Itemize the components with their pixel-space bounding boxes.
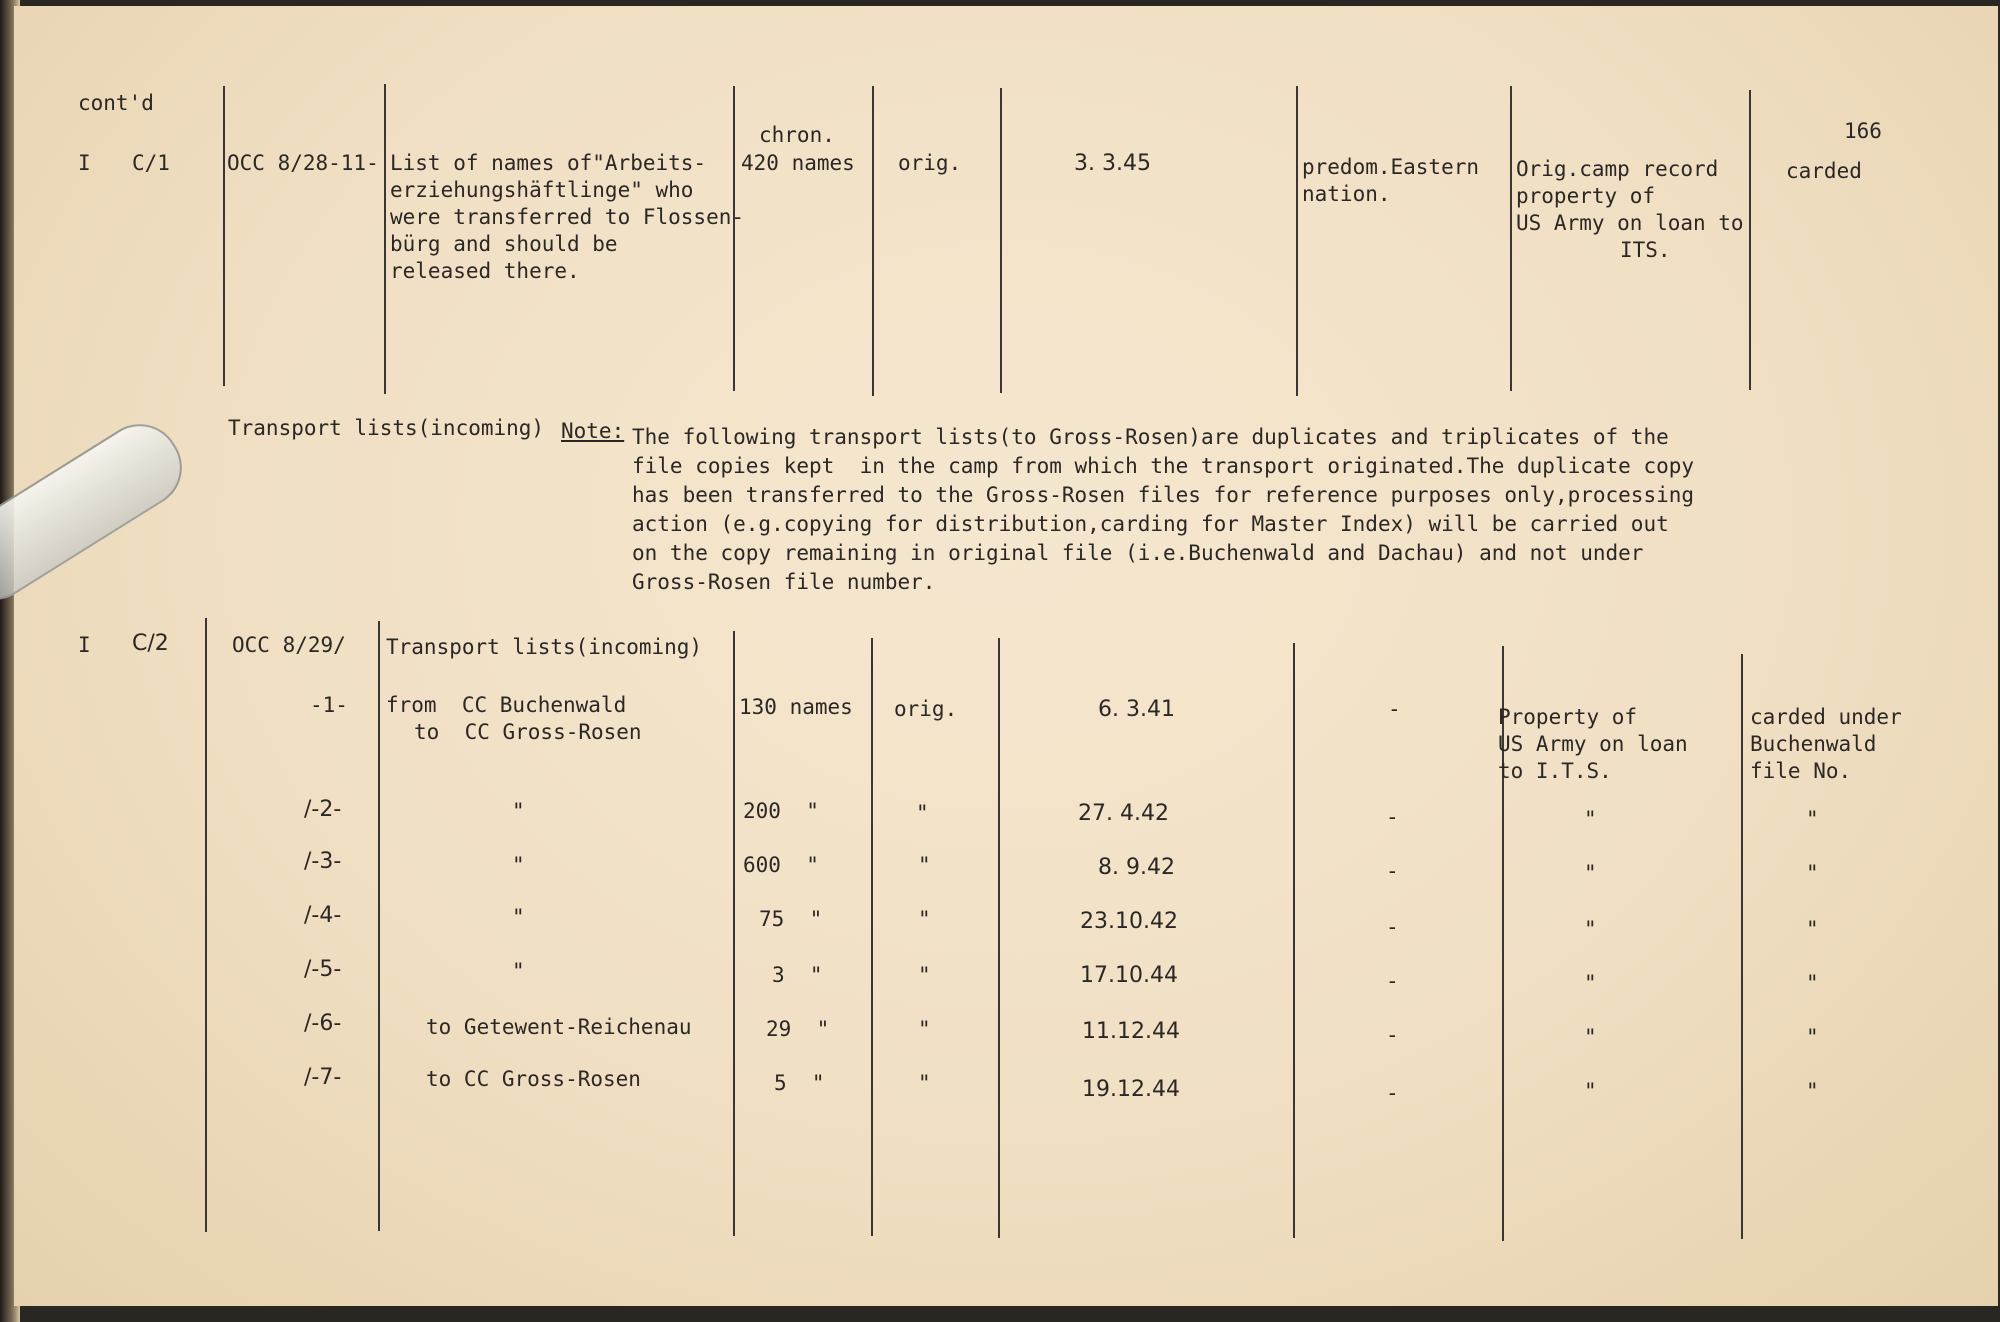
row-remarks-line: to I.T.S. <box>1498 759 1612 783</box>
entry1-desc-line: released there. <box>390 259 580 283</box>
row-count: 5 " <box>774 1071 825 1095</box>
entry2-ref: OCC 8/29/ <box>232 633 346 657</box>
entry1-status: carded <box>1786 159 1862 183</box>
note-line: Gross-Rosen file number. <box>632 570 936 594</box>
row-type: " <box>918 1071 931 1095</box>
row-type: " <box>916 801 929 825</box>
row-status-line: file No. <box>1750 759 1852 783</box>
row-nationality: - <box>1386 805 1399 829</box>
column-line <box>205 618 207 1232</box>
note-line: on the copy remaining in original file (i.e.Buchenwald and Dachau) and not under <box>632 541 1644 565</box>
entry1-section: C/1 <box>132 151 170 175</box>
note-label: Note: <box>561 419 625 443</box>
entry1-remarks-line: US Army on loan to <box>1516 211 1744 235</box>
row-type: orig. <box>894 697 958 721</box>
row-date: 8. 9.42 <box>1098 855 1175 880</box>
entry1-arrangement: chron. <box>759 123 835 147</box>
row-status-line: Buchenwald <box>1750 732 1877 756</box>
entry1-nationality-line: predom.Eastern <box>1302 155 1480 179</box>
column-line <box>1510 86 1512 391</box>
row-count: 200 " <box>743 799 819 823</box>
column-line <box>998 638 1000 1238</box>
column-line <box>733 631 735 1236</box>
row-nationality: - <box>1386 915 1399 939</box>
row-type: " <box>918 963 931 987</box>
row-type: " <box>918 1017 931 1041</box>
note-line: has been transferred to the Gross-Rosen files for reference purposes only,processing <box>632 483 1695 507</box>
row-from: " <box>512 905 525 929</box>
column-line <box>1293 643 1295 1238</box>
row-from: to CC Gross-Rosen <box>426 1067 641 1091</box>
row-count: 130 names <box>739 695 853 719</box>
row-nationality: - <box>1388 697 1401 721</box>
row-nationality: - <box>1386 1023 1399 1047</box>
entry2-title: Transport lists(incoming) <box>386 635 703 659</box>
entry1-desc-line: List of names of"Arbeits- <box>390 151 707 175</box>
column-line <box>872 86 874 396</box>
row-from: " <box>512 959 525 983</box>
row-from: to Getewent-Reichenau <box>426 1015 692 1039</box>
column-line <box>871 638 873 1236</box>
column-line <box>1749 90 1751 390</box>
row-status: " <box>1806 1025 1819 1049</box>
row-date: 23.10.42 <box>1080 909 1178 934</box>
row-type: " <box>918 853 931 877</box>
entry1-vol: I <box>78 151 91 175</box>
row-remarks-line: US Army on loan <box>1498 732 1688 756</box>
row-from: from CC Buchenwald <box>386 693 627 717</box>
entry2-section: C/2 <box>132 631 169 656</box>
entry1-desc-line: were transferred to Flossen- <box>390 205 745 229</box>
row-from: " <box>512 853 525 877</box>
row-count: 75 " <box>759 907 823 931</box>
page-number: 166 <box>1844 119 1882 143</box>
row-date: 11.12.44 <box>1082 1019 1180 1044</box>
entry1-remarks-line: property of <box>1516 184 1656 208</box>
note-heading: Transport lists(incoming) <box>228 416 545 440</box>
row-status: " <box>1806 807 1819 831</box>
row-remarks: " <box>1584 917 1597 941</box>
note-line: action (e.g.copying for distribution,carding for Master Index) will be carried out <box>632 512 1669 536</box>
note-line: The following transport lists(to Gross-Rosen)are duplicates and triplicates of the <box>632 425 1669 449</box>
row-status: " <box>1806 917 1819 941</box>
row-number: /-7- <box>304 1065 342 1090</box>
row-remarks: " <box>1584 971 1597 995</box>
row-nationality: - <box>1386 969 1399 993</box>
row-nationality: - <box>1386 859 1399 883</box>
row-remarks: " <box>1584 1079 1597 1103</box>
entry1-type: orig. <box>898 151 962 175</box>
row-date: 19.12.44 <box>1082 1077 1180 1102</box>
row-to: to CC Gross-Rosen <box>414 720 642 744</box>
row-remarks-line: Property of <box>1498 705 1638 729</box>
entry1-count: 420 names <box>741 151 855 175</box>
row-number: /-5- <box>304 957 342 982</box>
column-line <box>384 84 386 394</box>
note-line: file copies kept in the camp from which the transport originated.The duplicate copy <box>632 454 1695 478</box>
contd-label: cont'd <box>78 91 154 115</box>
row-status: " <box>1806 971 1819 995</box>
entry1-desc-line: erziehungshäftlinge" who <box>390 178 694 202</box>
row-remarks: " <box>1584 861 1597 885</box>
row-count: 600 " <box>743 853 819 877</box>
row-status: " <box>1806 861 1819 885</box>
document-page <box>14 6 1998 1306</box>
column-line <box>223 86 225 386</box>
row-date: 17.10.44 <box>1080 963 1178 988</box>
row-count: 3 " <box>772 963 823 987</box>
row-number: /-3- <box>304 849 342 874</box>
row-from: " <box>512 799 525 823</box>
column-line <box>733 86 735 391</box>
row-number: /-4- <box>304 903 342 928</box>
row-number: /-2- <box>304 797 342 822</box>
entry1-desc-line: bürg and should be <box>390 232 618 256</box>
row-status: " <box>1806 1079 1819 1103</box>
row-remarks: " <box>1584 807 1597 831</box>
column-line <box>1296 86 1298 396</box>
entry2-vol: I <box>78 633 91 657</box>
column-line <box>1000 88 1002 393</box>
column-line <box>1741 654 1743 1239</box>
entry1-ref: OCC 8/28-11- <box>227 151 379 175</box>
column-line <box>378 621 380 1231</box>
entry1-remarks-line: Orig.camp record <box>1516 157 1719 181</box>
row-count: 29 " <box>766 1017 830 1041</box>
row-remarks: " <box>1584 1025 1597 1049</box>
row-date: 6. 3.41 <box>1098 697 1175 722</box>
row-status-line: carded under <box>1750 705 1902 729</box>
row-nationality: - <box>1386 1081 1399 1105</box>
entry1-remarks-line: ITS. <box>1620 238 1671 262</box>
row-date: 27. 4.42 <box>1078 801 1169 826</box>
row-type: " <box>918 907 931 931</box>
row-number: /-6- <box>304 1011 342 1036</box>
entry1-nationality-line: nation. <box>1302 182 1391 206</box>
row-number: -1- <box>310 693 348 717</box>
entry1-date: 3. 3.45 <box>1074 151 1151 176</box>
